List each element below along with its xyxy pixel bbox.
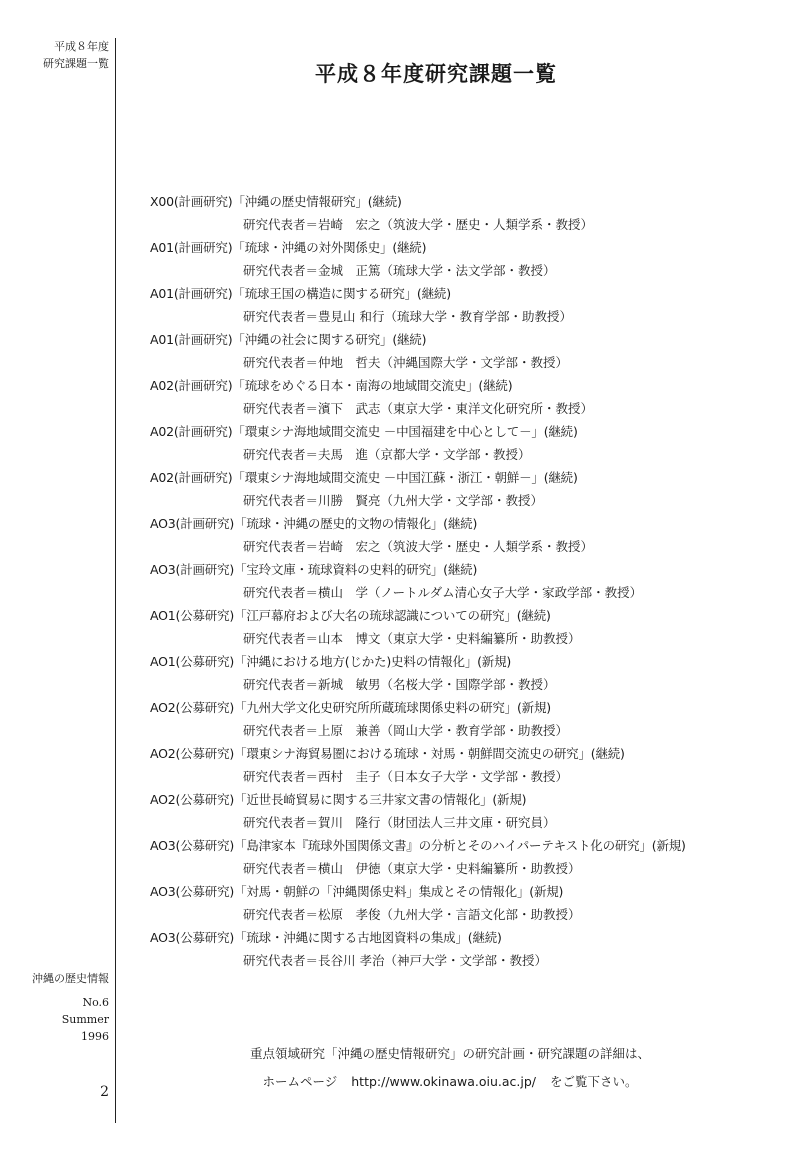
topic-entry bbox=[150, 190, 750, 236]
topic-title: 「沖縄における地方(じかた)史料の情報化」(新規) bbox=[234, 654, 512, 669]
topic-code: A02(計画研究) bbox=[150, 424, 233, 439]
topic-heading bbox=[150, 236, 750, 259]
topic-title: 「近世長崎貿易に関する三井家文書の情報化」(新規) bbox=[234, 792, 527, 807]
topic-entry bbox=[150, 374, 750, 420]
topic-code: A02(計画研究) bbox=[150, 378, 233, 393]
topic-code: AO3(計画研究) bbox=[150, 562, 235, 577]
topic-representative: 研究代表者＝仲地 哲夫（沖縄国際大学・文学部・教授） bbox=[243, 355, 569, 370]
footer-line-1: 重点領域研究「沖縄の歴史情報研究」の研究計画・研究課題の詳細は、 bbox=[249, 1046, 650, 1061]
topic-representative: 研究代表者＝川勝 賢亮（九州大学・文学部・教授） bbox=[243, 493, 544, 508]
topic-entry bbox=[150, 558, 750, 604]
topic-code: AO3(計画研究) bbox=[150, 516, 235, 531]
topic-representative: 研究代表者＝岩崎 宏之（筑波大学・歴史・人類学系・教授） bbox=[243, 217, 594, 232]
topic-representative: 研究代表者＝横山 学（ノートルダム清心女子大学・家政学部・教授） bbox=[243, 585, 643, 600]
topic-representative: 研究代表者＝金城 正篤（琉球大学・法文学部・教授） bbox=[243, 263, 556, 278]
sidebar-divider bbox=[115, 38, 116, 1123]
topic-representative: 研究代表者＝長谷川 孝治（神戸大学・文学部・教授） bbox=[243, 953, 547, 968]
topic-heading bbox=[150, 328, 750, 351]
topic-entry bbox=[150, 420, 750, 466]
journal-name: 沖縄の歴史情報 bbox=[32, 972, 109, 985]
topic-list bbox=[150, 190, 750, 972]
journal-info bbox=[32, 970, 109, 1045]
journal-season: Summer bbox=[61, 1013, 109, 1026]
topic-code: AO1(公募研究) bbox=[150, 608, 235, 623]
topic-heading bbox=[150, 512, 750, 535]
topic-title: 「江戸幕府および大名の琉球認識についての研究」(継続) bbox=[234, 608, 551, 623]
page-title: 平成８年度研究課題一覧 bbox=[315, 61, 557, 86]
footer-note bbox=[150, 1040, 750, 1096]
topic-entry bbox=[150, 788, 750, 834]
topic-entry bbox=[150, 282, 750, 328]
topic-title: 「環東シナ海地域間交流史 －中国江蘇・浙江・朝鮮－」(継続) bbox=[232, 470, 578, 485]
footer-line-2 bbox=[150, 1068, 750, 1096]
topic-code: AO1(公募研究) bbox=[150, 654, 235, 669]
topic-representative: 研究代表者＝上原 兼善（岡山大学・教育学部・助教授） bbox=[243, 723, 569, 738]
topic-entry bbox=[150, 880, 750, 926]
topic-heading bbox=[150, 420, 750, 443]
topic-code: X00(計画研究) bbox=[150, 194, 233, 209]
topic-title: 「琉球をめぐる日本・南海の地域間交流史」(継続) bbox=[232, 378, 513, 393]
topic-representative: 研究代表者＝濱下 武志（東京大学・東洋文化研究所・教授） bbox=[243, 401, 594, 416]
topic-heading bbox=[150, 696, 750, 719]
topic-heading bbox=[150, 282, 750, 305]
topic-entry bbox=[150, 834, 750, 880]
topic-representative: 研究代表者＝松原 孝俊（九州大学・言語文化部・助教授） bbox=[243, 907, 581, 922]
topic-heading bbox=[150, 650, 750, 673]
topic-heading bbox=[150, 604, 750, 627]
topic-representative: 研究代表者＝山本 博文（東京大学・史料編纂所・助教授） bbox=[243, 631, 581, 646]
topic-code: AO2(公募研究) bbox=[150, 700, 235, 715]
topic-representative: 研究代表者＝横山 伊徳（東京大学・史料編纂所・助教授） bbox=[243, 861, 581, 876]
topic-entry bbox=[150, 650, 750, 696]
footer-line-2-suffix: をご覧下さい。 bbox=[549, 1074, 638, 1089]
topic-representative: 研究代表者＝新城 敏男（名桜大学・国際学部・教授） bbox=[243, 677, 556, 692]
topic-code: AO3(公募研究) bbox=[150, 930, 235, 945]
topic-heading bbox=[150, 558, 750, 581]
topic-code: A01(計画研究) bbox=[150, 240, 233, 255]
topic-title: 「島津家本『琉球外国関係文書』の分析とそのハイパーテキスト化の研究」(新規) bbox=[234, 838, 686, 853]
topic-title: 「琉球・沖縄の対外関係史」(継続) bbox=[232, 240, 427, 255]
topic-title: 「琉球・沖縄に関する古地図資料の集成」(継続) bbox=[234, 930, 502, 945]
page-number: 2 bbox=[100, 1084, 109, 1100]
topic-entry bbox=[150, 512, 750, 558]
running-header bbox=[43, 38, 109, 72]
topic-entry bbox=[150, 604, 750, 650]
topic-entry bbox=[150, 328, 750, 374]
topic-heading bbox=[150, 742, 750, 765]
topic-title: 「琉球・沖縄の歴史的文物の情報化」(継続) bbox=[234, 516, 478, 531]
topic-heading bbox=[150, 788, 750, 811]
topic-code: A01(計画研究) bbox=[150, 286, 233, 301]
topic-title: 「対馬・朝鮮の「沖縄関係史料」集成とその情報化」(新規) bbox=[234, 884, 564, 899]
topic-title: 「環東シナ海貿易圏における琉球・対馬・朝鮮間交流史の研究」(継続) bbox=[234, 746, 625, 761]
running-header-section: 研究課題一覧 bbox=[43, 57, 109, 70]
topic-heading bbox=[150, 466, 750, 489]
topic-code: A02(計画研究) bbox=[150, 470, 233, 485]
topic-heading bbox=[150, 926, 750, 949]
topic-entry bbox=[150, 742, 750, 788]
topic-heading bbox=[150, 190, 750, 213]
topic-entry bbox=[150, 696, 750, 742]
topic-code: AO3(公募研究) bbox=[150, 838, 235, 853]
topic-entry bbox=[150, 236, 750, 282]
topic-entry bbox=[150, 926, 750, 972]
topic-representative: 研究代表者＝岩崎 宏之（筑波大学・歴史・人類学系・教授） bbox=[243, 539, 594, 554]
topic-title: 「琉球王国の構造に関する研究」(継続) bbox=[232, 286, 451, 301]
topic-code: AO2(公募研究) bbox=[150, 746, 235, 761]
topic-title: 「沖縄の歴史情報研究」(継続) bbox=[232, 194, 402, 209]
topic-title: 「沖縄の社会に関する研究」(継続) bbox=[232, 332, 427, 347]
topic-title: 「九州大学文化史研究所所蔵琉球関係史料の研究」(新規) bbox=[234, 700, 551, 715]
topic-heading bbox=[150, 880, 750, 903]
topic-title: 「環東シナ海地域間交流史 －中国福建を中心として－」(継続) bbox=[232, 424, 578, 439]
topic-code: AO3(公募研究) bbox=[150, 884, 235, 899]
topic-title: 「宝玲文庫・琉球資料の史料的研究」(継続) bbox=[234, 562, 478, 577]
topic-representative: 研究代表者＝西村 圭子（日本女子大学・文学部・教授） bbox=[243, 769, 569, 784]
running-header-year: 平成８年度 bbox=[54, 40, 109, 53]
topic-heading bbox=[150, 834, 750, 857]
journal-year: 1996 bbox=[81, 1030, 109, 1043]
journal-issue: No.6 bbox=[82, 996, 109, 1009]
topic-representative: 研究代表者＝賀川 隆行（財団法人三井文庫・研究員） bbox=[243, 815, 556, 830]
footer-homepage-label: ホームページ bbox=[262, 1074, 338, 1089]
topic-representative: 研究代表者＝豊見山 和行（琉球大学・教育学部・助教授） bbox=[243, 309, 572, 324]
topic-code: AO2(公募研究) bbox=[150, 792, 235, 807]
topic-entry bbox=[150, 466, 750, 512]
topic-heading bbox=[150, 374, 750, 397]
homepage-url-link[interactable]: http://www.okinawa.oiu.ac.jp/ bbox=[351, 1074, 536, 1089]
topic-code: A01(計画研究) bbox=[150, 332, 233, 347]
topic-representative: 研究代表者＝夫馬 進（京都大学・文学部・教授） bbox=[243, 447, 531, 462]
